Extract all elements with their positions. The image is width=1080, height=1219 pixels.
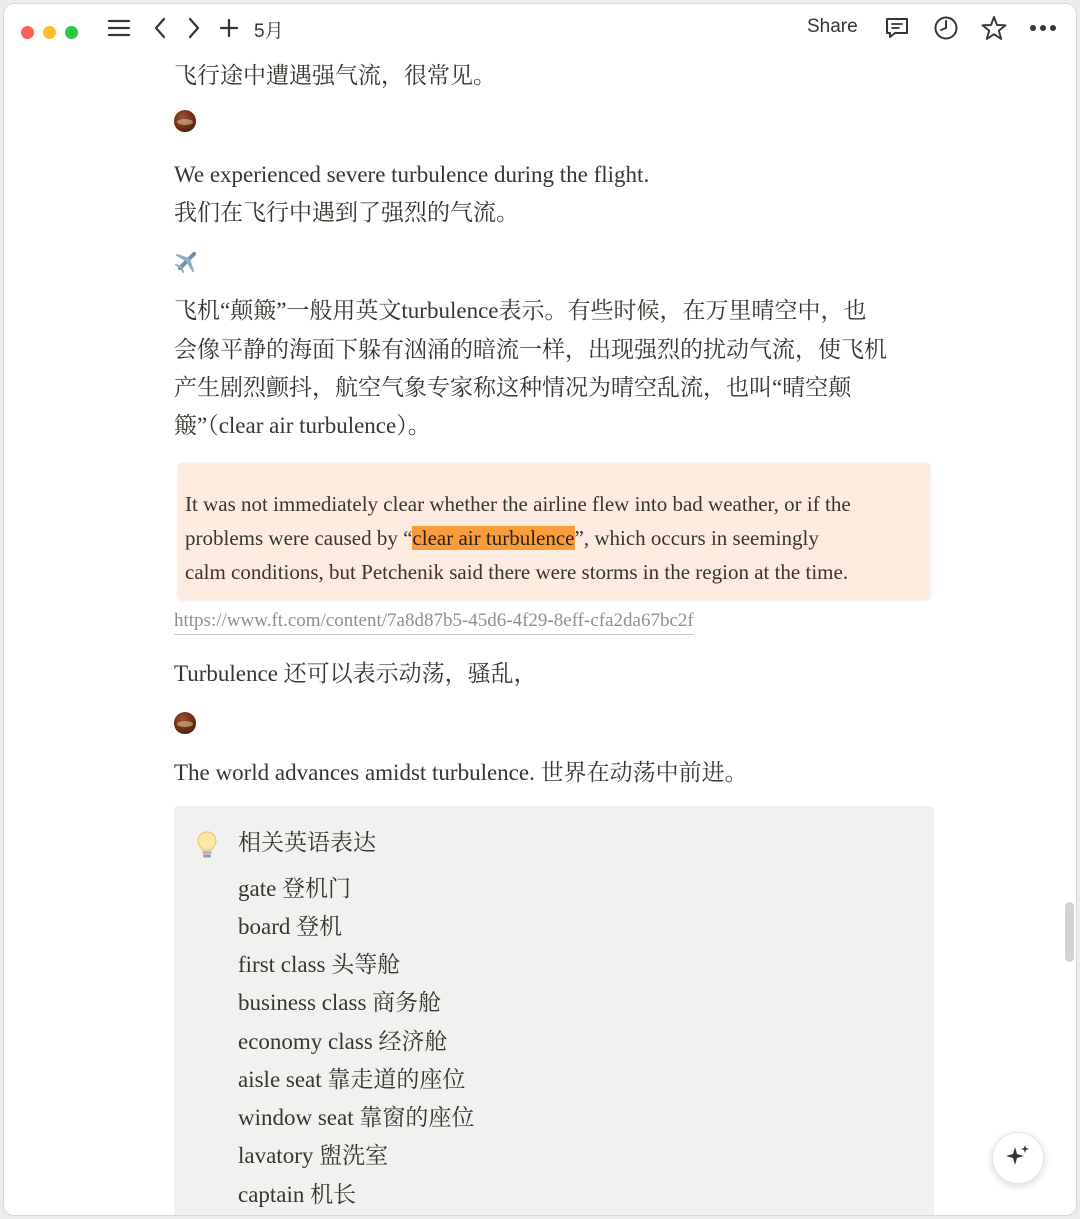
chestnut-icon	[174, 110, 198, 134]
breadcrumb[interactable]: 5月	[254, 21, 284, 42]
vocab-item: board 登机	[238, 914, 343, 939]
vocab-item: captain 机长	[238, 1182, 357, 1207]
paragraph-line: 飞机“颠簸”一般用英文turbulence表示。有些时候，在万里晴空中，也	[174, 298, 867, 323]
paragraph-line: 会像平静的海面下躲有汹涌的暗流一样，出现强烈的扰动气流，使飞机	[174, 337, 887, 362]
quote-line: calm conditions, but Petchenik said there were storms in the region at the time.	[185, 560, 849, 584]
vocab-item: first class 头等舱	[238, 952, 401, 977]
lightbulb-icon	[196, 830, 218, 865]
menu-icon[interactable]	[106, 14, 132, 42]
vocab-item: lavatory 盥洗室	[238, 1143, 389, 1168]
maximize-window-button[interactable]	[65, 26, 78, 39]
app-window	[4, 4, 1076, 1215]
scrollbar-thumb[interactable]	[1065, 902, 1074, 962]
forward-icon[interactable]	[184, 14, 204, 42]
highlighted-phrase: clear air turbulence	[412, 526, 575, 550]
source-link[interactable]: https://www.ft.com/content/7a8d87b5-45d6-4f29-8eff-cfa2da67bc2f	[174, 608, 694, 635]
quote-line	[185, 521, 819, 555]
star-icon[interactable]	[980, 14, 1008, 42]
example-zh: 我们在飞行中遇到了强烈的气流。	[174, 200, 519, 225]
vocab-item: window seat 靠窗的座位	[238, 1105, 475, 1130]
quote-block	[178, 463, 930, 599]
text-line: 飞行途中遭遇强气流，很常见。	[174, 63, 496, 88]
callout-title: 相关英语表达	[238, 830, 376, 855]
callout-block	[174, 806, 934, 1215]
vocab-item: economy class 经济舱	[238, 1029, 448, 1054]
sparkle-icon	[1005, 1143, 1031, 1173]
minimize-window-button[interactable]	[43, 26, 56, 39]
close-window-button[interactable]	[21, 26, 34, 39]
top-bar	[4, 4, 1076, 52]
airplane-icon	[174, 248, 198, 272]
paragraph-line: 产生剧烈颤抖，航空气象专家称这种情况为晴空乱流，也叫“晴空颠	[174, 375, 852, 400]
text-line: Turbulence 还可以表示动荡，骚乱，	[174, 661, 537, 686]
history-icon[interactable]	[932, 14, 960, 42]
example-line: The world advances amidst turbulence. 世界在动荡中前进。	[174, 760, 748, 785]
quote-line: It was not immediately clear whether the airline flew into bad weather, or if the	[185, 492, 851, 516]
ai-assistant-button[interactable]	[992, 1132, 1044, 1184]
vocab-item: aisle seat 靠走道的座位	[238, 1067, 466, 1092]
back-icon[interactable]	[150, 14, 170, 42]
plus-icon[interactable]	[217, 14, 241, 42]
paragraph-line: 簸”（clear air turbulence）。	[174, 413, 431, 438]
quote-text: ”, which occurs in seemingly	[574, 526, 819, 550]
share-button[interactable]: Share	[807, 16, 858, 37]
comment-icon[interactable]	[883, 14, 911, 42]
quote-text: problems were caused by “	[185, 526, 413, 550]
vocab-item: gate 登机门	[238, 876, 352, 901]
chestnut-icon	[174, 712, 198, 736]
example-en: We experienced severe turbulence during the flight.	[174, 162, 650, 187]
vocab-item: business class 商务舱	[238, 990, 442, 1015]
more-icon[interactable]	[1028, 14, 1058, 42]
